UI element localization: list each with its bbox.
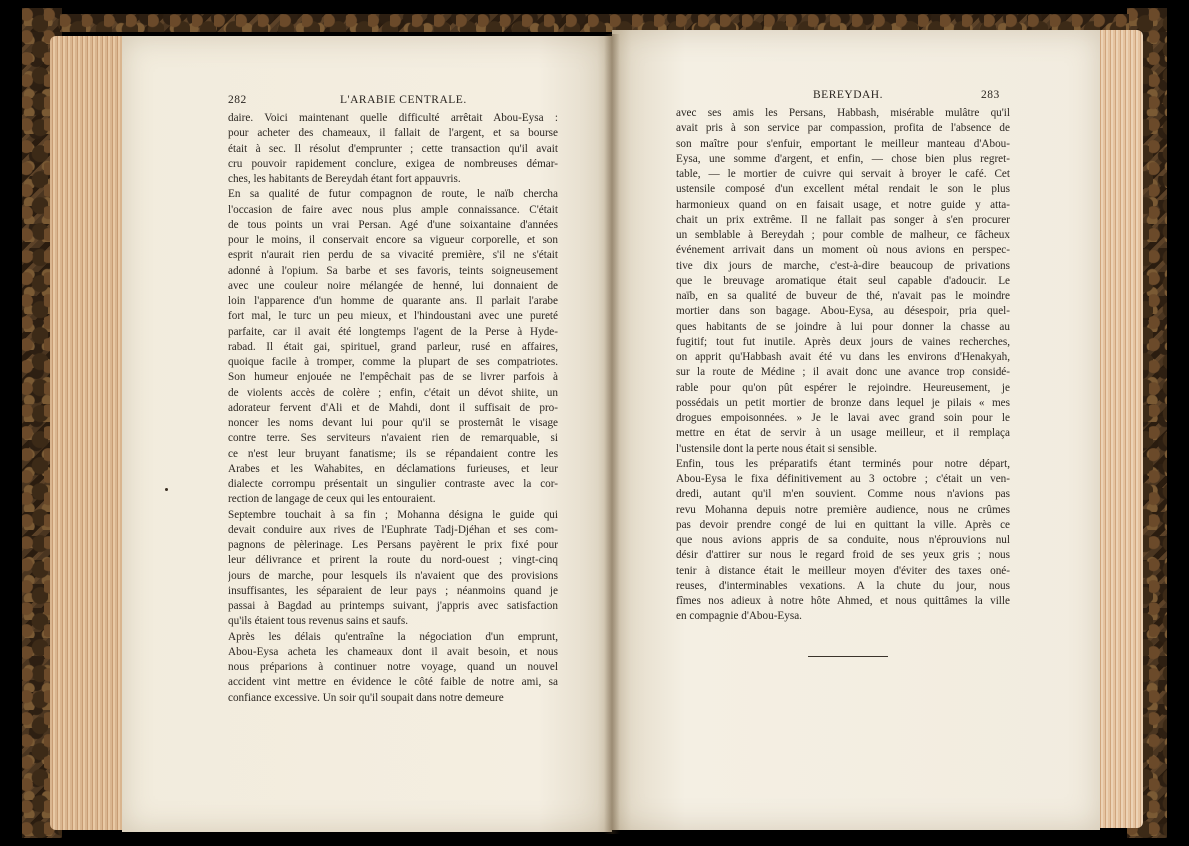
text-line: en compagnie d'Abou-Eysa. — [676, 610, 802, 623]
text-line: qu'ils étaient tous revenus sains et saufs. — [228, 615, 409, 628]
right-running-head: BEREYDAH. — [813, 89, 883, 101]
text-line: pour le moins, il conservait encore sa vigueur corporelle, et son — [228, 234, 558, 246]
text-line: harmonieux quand on en faisait usage, et notre guide y atta- — [676, 198, 1010, 211]
text-line: ce n'est leur bruyant fanatisme; ils se répandaient contre les — [228, 447, 558, 460]
text-line: on apprit qu'Habbash avait été vu dans les environs d'Henakyah, — [676, 351, 1010, 363]
text-line: mettre en état de servir à un usage meilleur, et il remplaça — [676, 427, 1010, 440]
text-line: reuses, d'interminables vexations. A la chute du jour, nous — [676, 579, 1010, 592]
text-line: ques habitants de se joindre à lui pour donner la chasse au — [676, 320, 1010, 333]
text-line: jours de marche, pour lesquels ils n'avaient que des provisions — [228, 569, 558, 582]
text-line: ustensile composé d'un excellent métal rendait le son le plus — [676, 183, 1010, 196]
text-line: de tous points un vrai Persan. Agé d'une soixantaine d'années — [228, 218, 558, 231]
text-line: Enfin, tous les préparatifs étant terminés pour notre départ, — [676, 457, 1010, 470]
text-line: mortier dans son bagage. Abou-Eysa, au désespoir, pria quel- — [676, 305, 1010, 318]
text-line: fîmes nos adieux à notre hôte Ahmed, et nous quittâmes la ville — [676, 595, 1010, 607]
text-line: adorateur fervent d'Ali et de Mahdi, dont il suffisait de pro- — [228, 401, 558, 414]
text-line: nous préparions à continuer notre voyage, quand un nouvel — [228, 661, 558, 673]
text-line: pagnons de pèlerinage. Les Persans payèrent le prix fixé pour — [228, 539, 558, 551]
text-line: passai à Bagdad au printemps suivant, j'appris avec satisfaction — [228, 600, 558, 612]
text-line: Son humeur enjouée ne l'empêchait pas de se livrer parfois à — [228, 371, 558, 384]
text-line: désir d'attirer sur nous le regard froid de ses yeux gris ; nous — [676, 549, 1010, 562]
text-line: contre terre. Ses serviteurs n'avaient rien de remarquable, si — [228, 432, 558, 445]
page-edges-left — [50, 36, 125, 830]
text-line: Après les délais qu'entraîne la négociation d'un emprunt, — [228, 630, 558, 643]
page-edges-right — [1098, 30, 1143, 828]
text-line: Eysa, une somme d'argent, et enfin, — chose bien plus regret- — [676, 152, 1010, 165]
text-line: l'occasion de faire avec nous plus ample connaissance. C'était — [228, 203, 558, 216]
text-line: événement arrivait dans un moment où nous avions en perspec- — [676, 244, 1010, 257]
text-line: chait un prix extrême. Il ne fallait pas songer à s'en procurer — [676, 213, 1010, 226]
text-line: que le breuvage aromatique était seul capable d'adoucir. Le — [676, 274, 1010, 287]
text-line: revu Mohanna depuis notre première audience, nous ne crûmes — [676, 503, 1010, 516]
text-line: Septembre touchait à sa fin ; Mohanna désigna le guide qui — [228, 508, 558, 521]
text-line: sur la route de Médine ; il avait donc une avance trop considé- — [676, 366, 1010, 379]
text-line: fugitif; tout fut inutile. Après deux jours de vaines recherches, — [676, 335, 1010, 348]
text-line: pour acheter des chameaux, il fallait de l'argent, et sa bourse — [228, 127, 558, 140]
text-line: devait conduire aux rives de l'Euphrate Tadj-Djéhan et ses com- — [228, 523, 558, 536]
text-line: drogues empoisonnées. » Je le lavai avec grand soin pour le — [676, 412, 1010, 424]
text-line: parfaite, car il avait été longtemps l'agent de la Perse à Hyde- — [228, 325, 558, 338]
text-line: quoique facile à tromper, comme la plupart de ses compatriotes. — [228, 356, 558, 368]
text-line: tive dix jours de marche, c'est-à-dire beaucoup de privations — [676, 259, 1010, 272]
text-line: esprit n'aurait rien perdu de sa vivacité première, s'il ne s'était — [228, 249, 558, 262]
left-page-number: 282 — [228, 94, 247, 106]
text-line: ches, les habitants de Bereydah étant fort appauvris. — [228, 173, 461, 185]
text-line: table, — le mortier de cuivre qui servait à broyer le café. Cet — [676, 168, 1010, 180]
left-page-body — [228, 111, 558, 706]
text-line: confiance excessive. Un soir qu'il soupait dans notre demeure — [228, 691, 504, 704]
text-line: leur délivrance et prirent la route du nord-ouest ; vingt-cinq — [228, 554, 558, 567]
text-line: insuffisantes, les séparaient de leur pays ; néanmoins quand je — [228, 584, 558, 597]
text-line: de violents accès de colère ; enfin, c'était un dévot shiite, un — [228, 386, 558, 399]
end-rule — [808, 656, 888, 657]
text-line: Abou-Eysa le fixa définitivement au 3 octobre ; c'était un ven- — [676, 473, 1010, 485]
text-line: possédais un petit mortier de bronze dans lequel je pilais « mes — [676, 396, 1010, 409]
text-line: son maître pour s'enfuir, emportant le meilleur manteau d'Abou- — [676, 137, 1010, 150]
text-line: rable pour qu'on pût espérer le rejoindre. Heureusement, je — [676, 381, 1010, 394]
right-page-body — [676, 106, 1010, 625]
text-line: daire. Voici maintenant quelle difficulté arrêtait Abou-Eysa : — [228, 112, 558, 124]
text-line: pas devoir prendre congé de lui en quittant la ville. Après ce — [676, 518, 1010, 531]
text-line: cru pouvoir rapidement conclure, exigea de nombreuses démar- — [228, 157, 558, 170]
text-line: loin l'apparence d'un homme de quarante ans. Il parlait l'arabe — [228, 295, 558, 307]
text-line: que nous avions appris de sa conduite, nous n'éprouvions nul — [676, 534, 1010, 546]
right-page-number: 283 — [981, 89, 1000, 101]
text-line: tenir à distance était le meilleur moyen d'éviter des taxes oné- — [676, 564, 1010, 577]
text-line: adonné à l'opium. Sa barbe et ses favoris, teints soigneusement — [228, 264, 558, 277]
text-line: En sa qualité de futur compagnon de route, le naïb chercha — [228, 188, 558, 201]
text-line: Abou-Eysa acheta les chameaux dont il avait besoin, et nous — [228, 645, 558, 658]
text-line: naïb, en sa qualité de buveur de thé, n'avait pas le moindre — [676, 290, 1010, 302]
text-line: dredi, autant qu'il m'en souvient. Comme nous n'avions pas — [676, 488, 1010, 501]
paper-speck — [165, 488, 168, 491]
text-line: rabad. Il était gai, spirituel, grand parleur, rusé en affaires, — [228, 340, 558, 353]
text-line: rection de langage de ceux qui les entouraient. — [228, 493, 436, 506]
text-line: noncer les noms devant lui pour qu'il se prosternât le visage — [228, 417, 558, 429]
text-line: avec ses amis les Persans, Habbash, misérable mulâtre qu'il — [676, 107, 1010, 119]
text-line: avec une couleur noire mélangée de henné, lui donnaient de — [228, 279, 558, 292]
text-line: était à sec. Il résolut d'emprunter ; cette transaction qu'il avait — [228, 142, 558, 155]
text-line: avait pris à son service par compassion, profita de l'absence de — [676, 122, 1010, 135]
text-line: l'ustensile dont la perte nous était si sensible. — [676, 442, 877, 455]
text-line: dialecte corrompu présentait un singulier contraste avec la cor- — [228, 478, 558, 490]
left-running-head: L'ARABIE CENTRALE. — [340, 94, 467, 106]
text-line: un semblable à Bereydah ; pour comble de malheur, ce fâcheux — [676, 229, 1010, 241]
text-line: fort mal, le turc un peu mieux, et l'hindoustani avec une pureté — [228, 310, 558, 323]
text-line: Arabes et les Wahabites, en déclamations furieuses, et leur — [228, 462, 558, 475]
book-gutter — [604, 34, 620, 834]
text-line: accident vint mettre en évidence le côté faible de notre ami, sa — [228, 676, 558, 689]
